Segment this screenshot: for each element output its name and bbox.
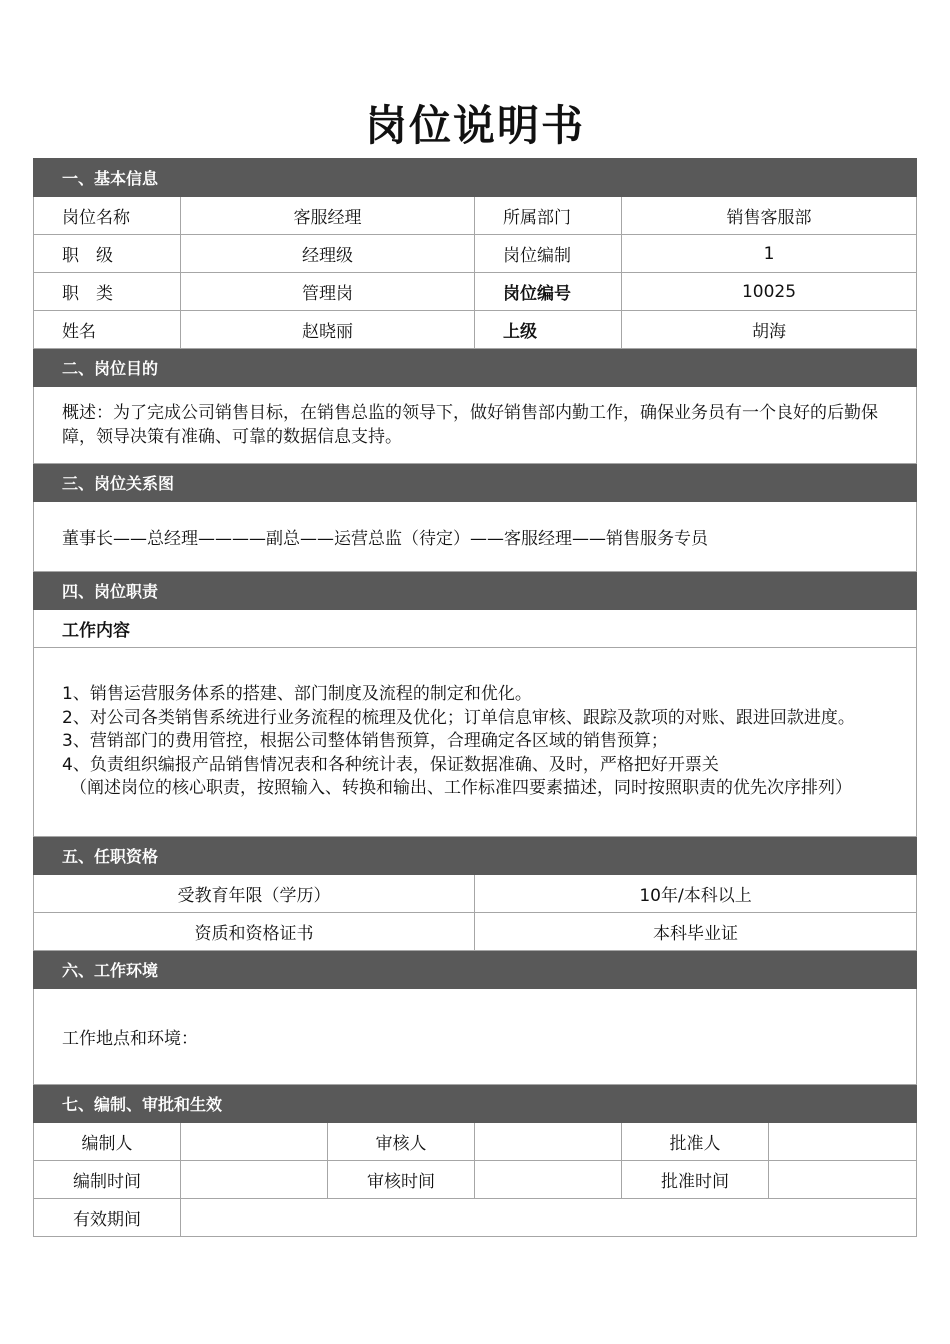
section-header-approval: 七、编制、审批和生效 — [34, 1085, 917, 1123]
value-headcount: 1 — [622, 235, 917, 273]
value-approve-time[interactable] — [769, 1161, 917, 1199]
value-education: 10年/本科以上 — [475, 875, 917, 913]
label-approver: 批准人 — [622, 1123, 769, 1161]
label-position-code: 岗位编号 — [475, 273, 622, 311]
table-row — [34, 1199, 917, 1237]
value-position-code: 10025 — [622, 273, 917, 311]
list-item: 4、负责组织编报产品销售情况表和各种统计表，保证数据准确、及时，严格把好开票关 — [62, 754, 719, 775]
value-category: 管理岗 — [181, 273, 475, 311]
environment-text: 工作地点和环境： — [34, 989, 917, 1085]
label-grade: 职 级 — [34, 235, 181, 273]
label-department: 所属部门 — [475, 197, 622, 235]
relation-chart-text: 董事长——总经理————副总——运营总监（待定）——客服经理——销售服务专员 — [34, 502, 917, 572]
label-compiler: 编制人 — [34, 1123, 181, 1161]
section-header-relation: 三、岗位关系图 — [34, 464, 917, 502]
value-approver[interactable] — [769, 1123, 917, 1161]
label-name: 姓名 — [34, 311, 181, 349]
label-position-name: 岗位名称 — [34, 197, 181, 235]
section-header-qualification: 五、任职资格 — [34, 837, 917, 875]
duties-subheader: 工作内容 — [34, 610, 917, 648]
table-row — [34, 1161, 917, 1199]
value-position-name: 客服经理 — [181, 197, 475, 235]
section-header-duties: 四、岗位职责 — [34, 572, 917, 610]
section-header-purpose: 二、岗位目的 — [34, 349, 917, 387]
list-item: 3、营销部门的费用管控，根据公司整体销售预算，合理确定各区域的销售预算； — [62, 731, 668, 752]
label-certificate: 资质和资格证书 — [34, 913, 475, 951]
duties-note: （阐述岗位的核心职责，按照输入、转换和输出、工作标准四要素描述，同时按照职责的优先次序排列） — [70, 778, 852, 799]
table-row — [34, 913, 917, 951]
job-description-form — [33, 158, 917, 1237]
value-compiler[interactable] — [181, 1123, 328, 1161]
label-compile-time: 编制时间 — [34, 1161, 181, 1199]
page-title: 岗位说明书 — [364, 101, 585, 150]
label-approve-time: 批准时间 — [622, 1161, 769, 1199]
table-row — [34, 1123, 917, 1161]
table-row — [34, 311, 917, 349]
list-item: 2、对公司各类销售系统进行业务流程的梳理及优化；订单信息审核、跟踪及款项的对账、跟进回款进度。 — [62, 707, 855, 728]
table-row — [34, 875, 917, 913]
label-education: 受教育年限（学历） — [34, 875, 475, 913]
label-headcount: 岗位编制 — [475, 235, 622, 273]
table-row — [34, 197, 917, 235]
purpose-text: 概述：为了完成公司销售目标，在销售总监的领导下，做好销售部内勤工作，确保业务员有一个良好的后勤保障，领导决策有准确、可靠的数据信息支持。 — [34, 387, 917, 464]
value-name: 赵晓丽 — [181, 311, 475, 349]
value-review-time[interactable] — [475, 1161, 622, 1199]
duties-content — [34, 648, 917, 837]
section-header-environment: 六、工作环境 — [34, 951, 917, 989]
table-row — [34, 273, 917, 311]
value-supervisor: 胡海 — [622, 311, 917, 349]
label-category: 职 类 — [34, 273, 181, 311]
table-row — [34, 235, 917, 273]
value-grade: 经理级 — [181, 235, 475, 273]
label-reviewer: 审核人 — [328, 1123, 475, 1161]
value-department: 销售客服部 — [622, 197, 917, 235]
label-supervisor: 上级 — [475, 311, 622, 349]
section-header-basic: 一、基本信息 — [34, 159, 917, 197]
list-item: 1、销售运营服务体系的搭建、部门制度及流程的制定和优化。 — [62, 684, 532, 705]
value-reviewer[interactable] — [475, 1123, 622, 1161]
value-certificate: 本科毕业证 — [475, 913, 917, 951]
label-review-time: 审核时间 — [328, 1161, 475, 1199]
value-valid-period[interactable] — [181, 1199, 917, 1237]
value-compile-time[interactable] — [181, 1161, 328, 1199]
label-valid-period: 有效期间 — [34, 1199, 181, 1237]
